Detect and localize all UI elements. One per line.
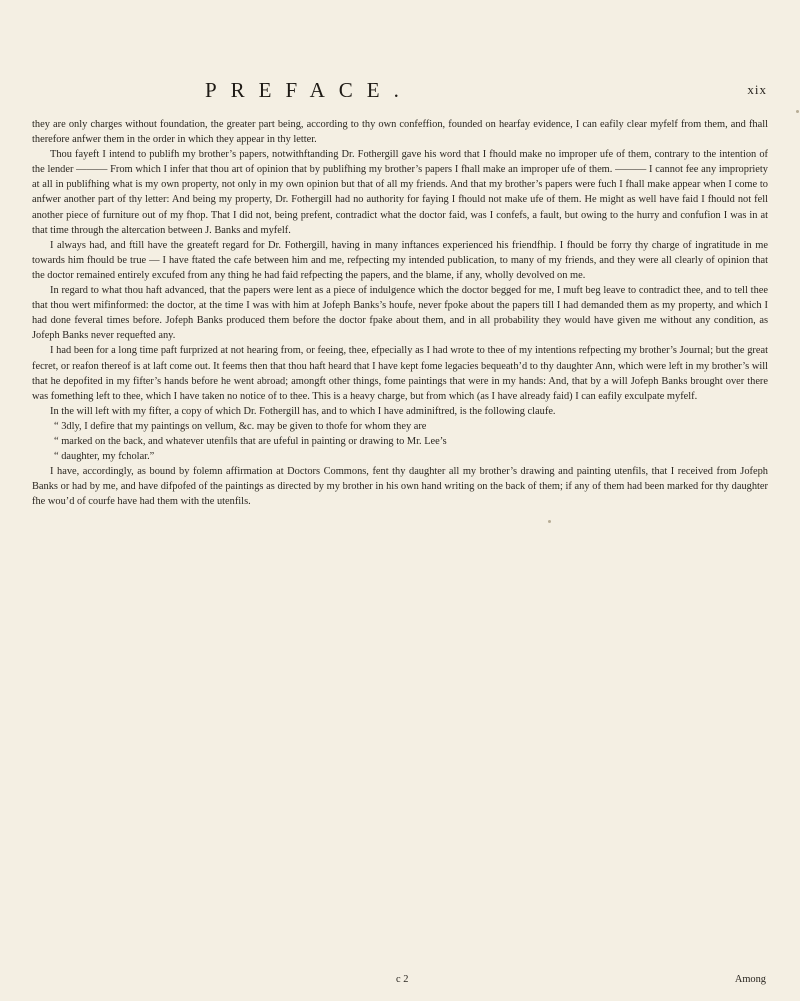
paragraph: In regard to what thou haft advanced, that the papers were lent as a piece of indulgence which the doctor begged for me, I muft beg leave to contradict thee, and to tell thee that thou wert mifinformed: the doctor, at the time I was with him at Jofeph Banks’s houfe, never fpoke about the papers till I had demanded them as my property, and which I had done feveral times before. Jofeph Banks produced them before the doctor fpake about them, and in all probability they would have given me without any condition, as Jofeph Banks never requefted any. xyxy=(32,285,768,342)
signature-mark: c 2 xyxy=(396,974,409,985)
paragraph: Thou fayeft I intend to publifh my brother’s papers, notwithftanding Dr. Fothergill gave his word that I fhould make no improper ufe of them, contrary to the intention of the lender ——— From which I infer that thou art of opinion that by publifhing my brother’s papers I fhall make an improper ufe of them. ——— I cannot fee any impropriety at all in publifhing what is my own property, not only in my own opinion but that of all my friends. And that my brother’s papers were fuch I fhall make appear when I come to anfwer another part of thy letter: And being my property, Dr. Fothergill had no authority for faying I fhould not make ufe of them. He might as well have faid I fhould not fell another piece of furniture out of my fhop. That I did not, being prefent, contradict what the doctor faid, was I confefs, a fault, but owing to the hurry and confufion I was in at that time through the altercation between J. Banks and myfelf. xyxy=(32,149,768,236)
paragraph: In the will left with my fifter, a copy of which Dr. Fothergill has, and to which I have adminiftred, is the following claufe. xyxy=(50,405,556,417)
paragraph: I always had, and ftill have the greateft regard for Dr. Fothergill, having in many inftances experienced his friendfhip. I fhould be forry thy charge of ingratitude in me towards him fhould be true — I have ftated the cafe between him and me, refpecting my intended publication, to many of my friends, and they were all clearly of opinion that the doctor remained entirely excufed from any thing he had faid refpecting the papers, and the blame, if any, wholly devolved on me. xyxy=(32,239,768,281)
quote-line: “ marked on the back, and whatever utenfils that are ufeful in painting or drawing to Mr. Lee’s xyxy=(54,435,447,447)
will-clause-quote xyxy=(32,419,768,464)
body-text xyxy=(32,117,768,509)
paper-speck xyxy=(548,520,551,523)
running-title: PREFACE. xyxy=(205,78,413,102)
page-footer xyxy=(0,974,800,1001)
page-number: xix xyxy=(747,82,767,97)
paragraph: I had been for a long time paft furprized at not hearing from, or feeing, thee, efpecially as I had wrote to thee of my intentions refpecting my brother’s Journal; but the great fecret, or reafon thereof is at laft come out. It feems then that thou haft heard that I have kept fome legacies bequeath’d to thy daughter Ann, which were left in my brother’s will that he depofited in my fifter’s hands before he went abroad; amongft other things, fome paintings that were in my hands: And, that by a will Jofeph Banks brought over there was fomething left to thee, which I have taken no notice of to thee. This is a heavy charge, but from which (as I have already faid) I can eafily exculpate myfelf. xyxy=(32,345,768,402)
paper-speck xyxy=(796,110,799,113)
page-header xyxy=(0,78,800,104)
quote-line: “ 3dly, I defire that my paintings on vellum, &c. may be given to thofe for whom they are xyxy=(54,420,427,432)
paragraph: I have, accordingly, as bound by folemn affirmation at Doctors Commons, fent thy daughter all my brother’s drawing and painting utenfils, that I received from Jofeph Banks or had by me, and have difpofed of the paintings as directed by my brother in his own hand writing on the back of them; if any of them had been marked for thy daughter fhe wou’d of courfe have had them with the utenfils. xyxy=(32,466,768,508)
paragraph: they are only charges without foundation, the greater part being, according to thy own confeffion, founded on hearfay evidence, I can eafily clear myfelf from them, and fhall therefore anfwer them in the order in which they appear in thy letter. xyxy=(32,119,768,146)
quote-line: “ daughter, my fcholar.” xyxy=(54,451,155,463)
catchword: Among xyxy=(734,974,766,985)
